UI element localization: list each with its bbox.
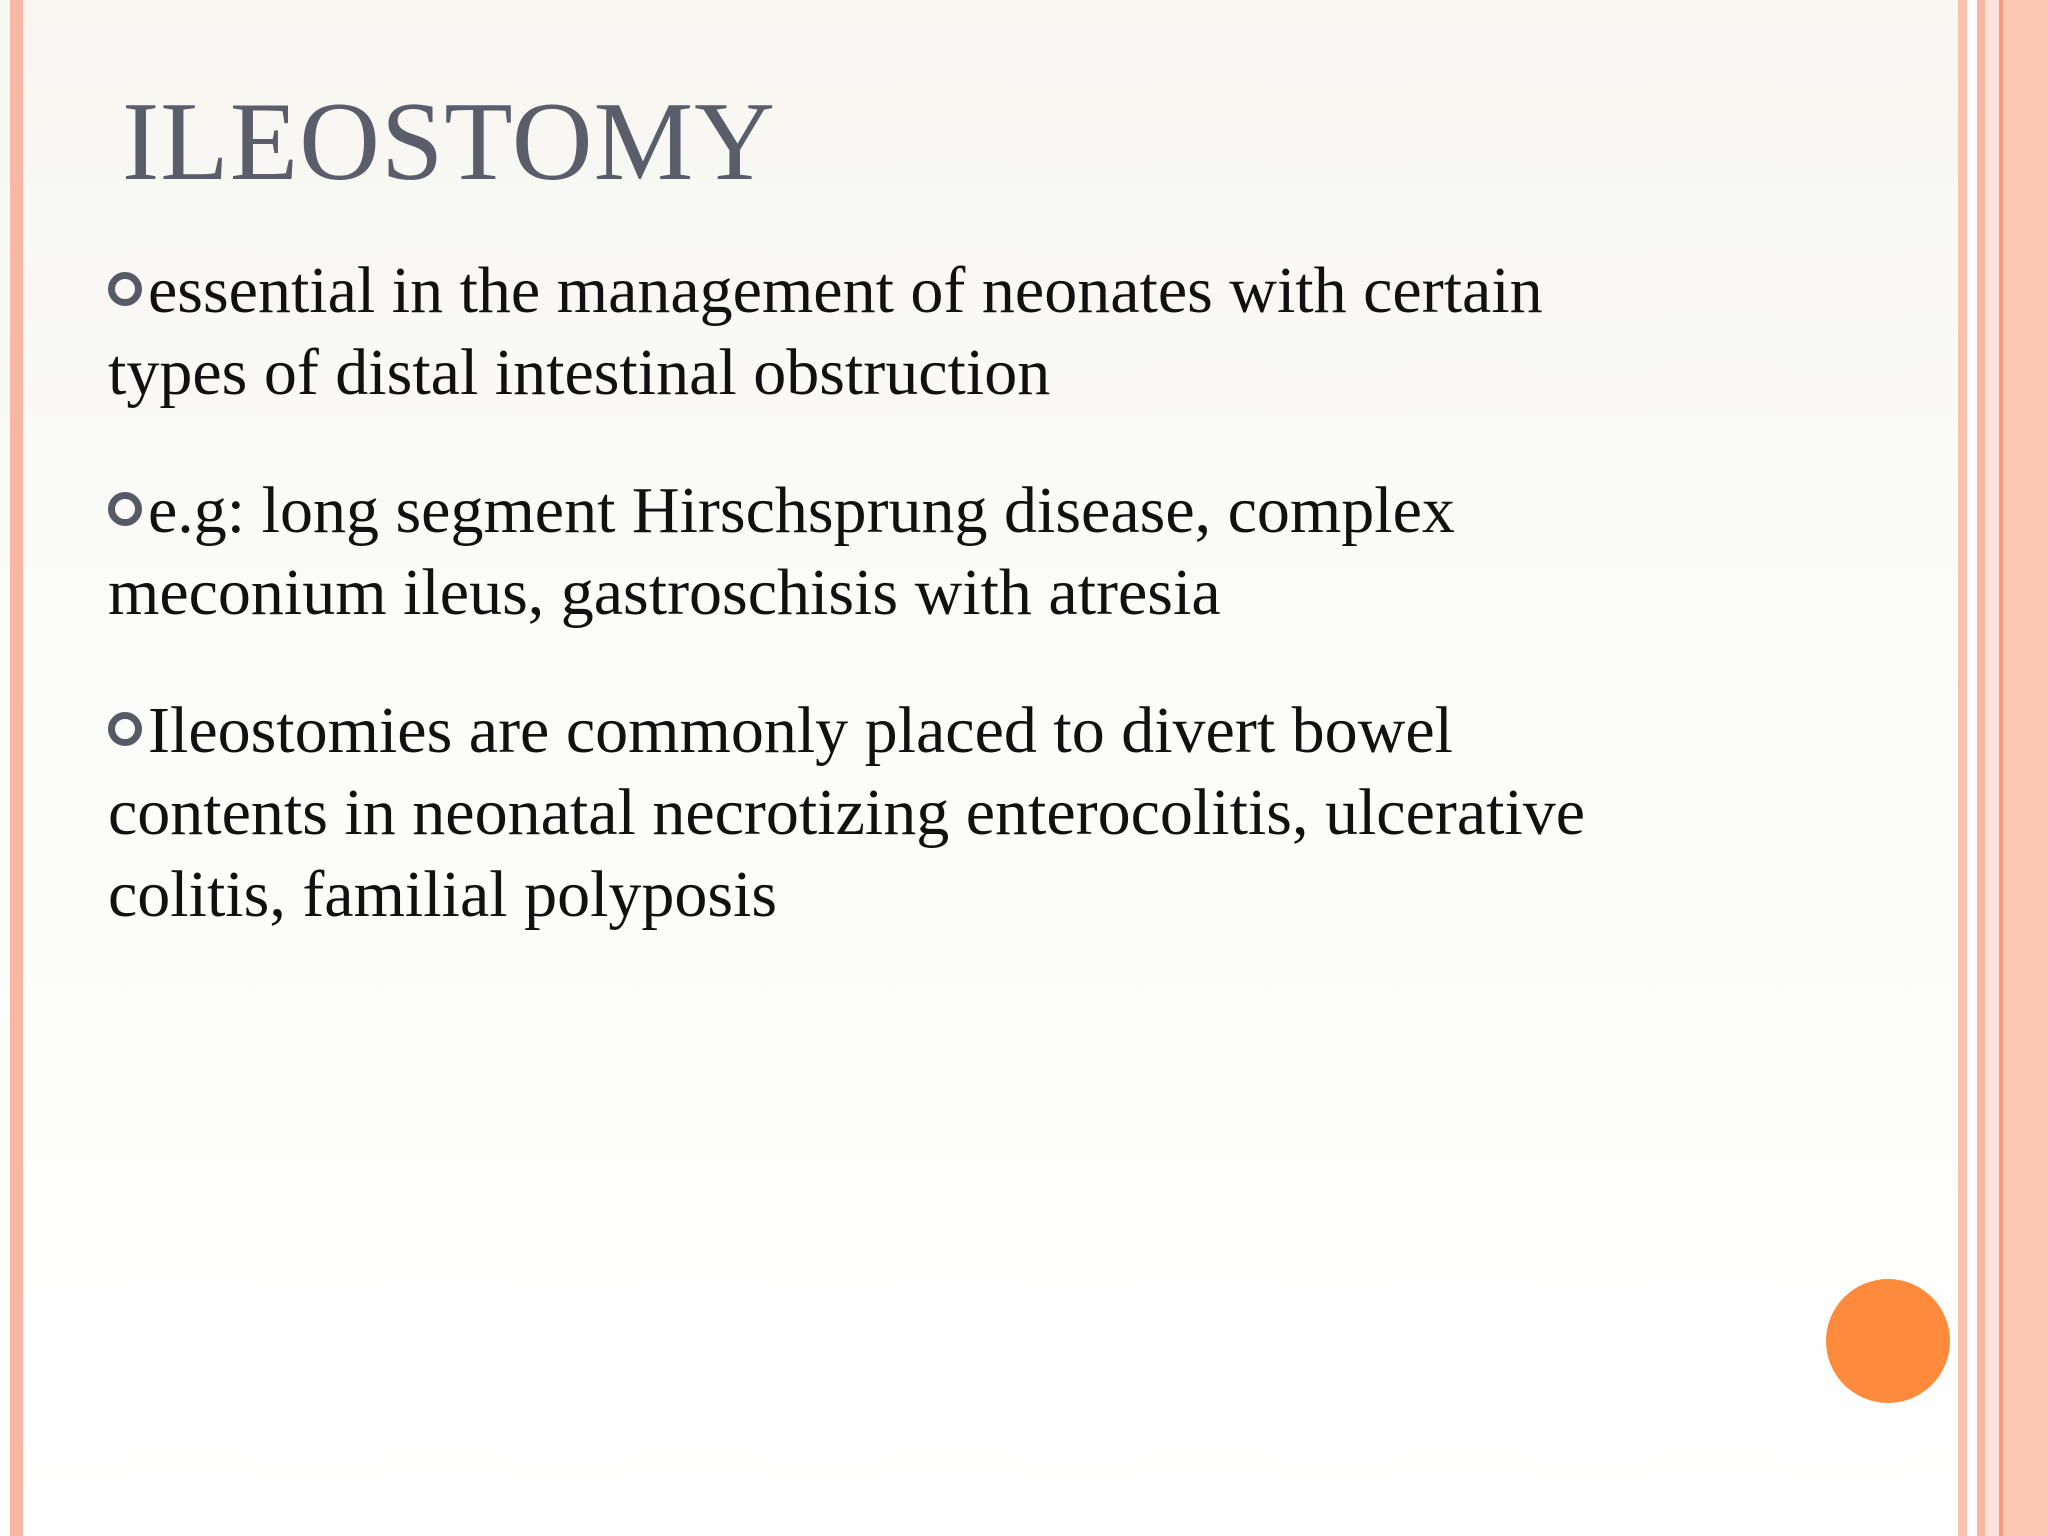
ring-bullet-icon bbox=[108, 712, 142, 746]
bullet-item bbox=[108, 690, 1668, 936]
right-border-stripe bbox=[1958, 0, 1967, 1536]
slide-title: ILEOSTOMY bbox=[122, 80, 777, 204]
bullet-item bbox=[108, 470, 1668, 634]
orange-circle-decoration bbox=[1826, 1279, 1950, 1403]
bullet-text: e.g: long segment Hirschsprung disease, complex meconium ileus, gastroschisis with atresia bbox=[108, 474, 1455, 629]
right-border-stripe bbox=[1967, 0, 1977, 1536]
bullet-item bbox=[108, 250, 1668, 414]
right-border-stripe bbox=[1985, 0, 1999, 1536]
bullet-list bbox=[108, 250, 1668, 992]
left-border-stripe bbox=[10, 0, 23, 1536]
bullet-text: Ileostomies are commonly placed to divert bowel contents in neonatal necrotizing enterocolitis, ulcerative colitis, familial polyposis bbox=[108, 694, 1586, 931]
bullet-text: essential in the management of neonates with certain types of distal intestinal obstruction bbox=[108, 254, 1543, 409]
right-border-stripe bbox=[1977, 0, 1985, 1536]
ring-bullet-icon bbox=[108, 272, 142, 306]
right-border-stripe bbox=[2003, 0, 2048, 1536]
ring-bullet-icon bbox=[108, 492, 142, 526]
